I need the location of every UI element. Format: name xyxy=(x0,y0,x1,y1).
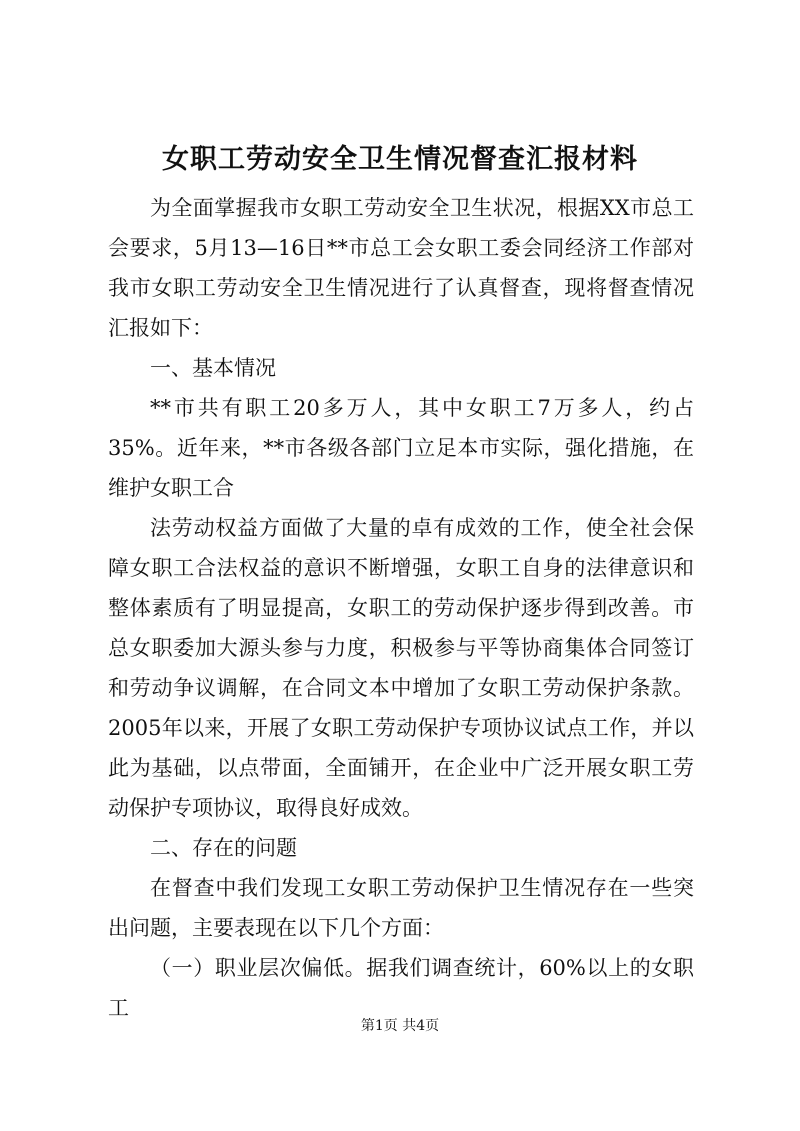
paragraph-intro: 为全面掌握我市女职工劳动安全卫生状况，根据XX市总工会要求，5月13—16日**市总工会女职工委会同经济工作部对我市女职工劳动安全卫生情况进行了认真督查，现将督查情况汇报如下： xyxy=(108,196,694,340)
section-heading-basic: 一、基本情况 xyxy=(150,356,276,380)
section-heading-problems: 二、存在的问题 xyxy=(150,836,297,860)
paragraph-problem-one: （一）职业层次偏低。据我们调查统计，60%以上的女职工 xyxy=(108,956,694,1020)
document-title: 女职工劳动安全卫生情况督查汇报材料 xyxy=(162,144,638,175)
paragraph-basic-stats: **市共有职工20多万人，其中女职工7万多人，约占35%。近年来，**市各级各部门立足本市实际，强化措施，在维护女职工合 xyxy=(108,396,694,500)
page-number-footer: 第1页 共4页 xyxy=(360,1018,440,1034)
document-body xyxy=(108,188,694,1028)
paragraph-problems-intro: 在督查中我们发现工女职工劳动保护卫生情况存在一些突出问题，主要表现在以下几个方面： xyxy=(108,876,694,940)
paragraph-labor-rights: 法劳动权益方面做了大量的卓有成效的工作，使全社会保障女职工合法权益的意识不断增强，女职工自身的法律意识和整体素质有了明显提高，女职工的劳动保护逐步得到改善。市总女职委加大源头参与力度，积极参与平等协商集体合同签订和劳动争议调解，在合同文本中增加了女职工劳动保护条款。2005年以来，开展了女职工劳动保护专项协议试点工作，并以此为基础，以点带面，全面铺开，在企业中广泛开展女职工劳动保护专项协议，取得良好成效。 xyxy=(108,516,694,820)
